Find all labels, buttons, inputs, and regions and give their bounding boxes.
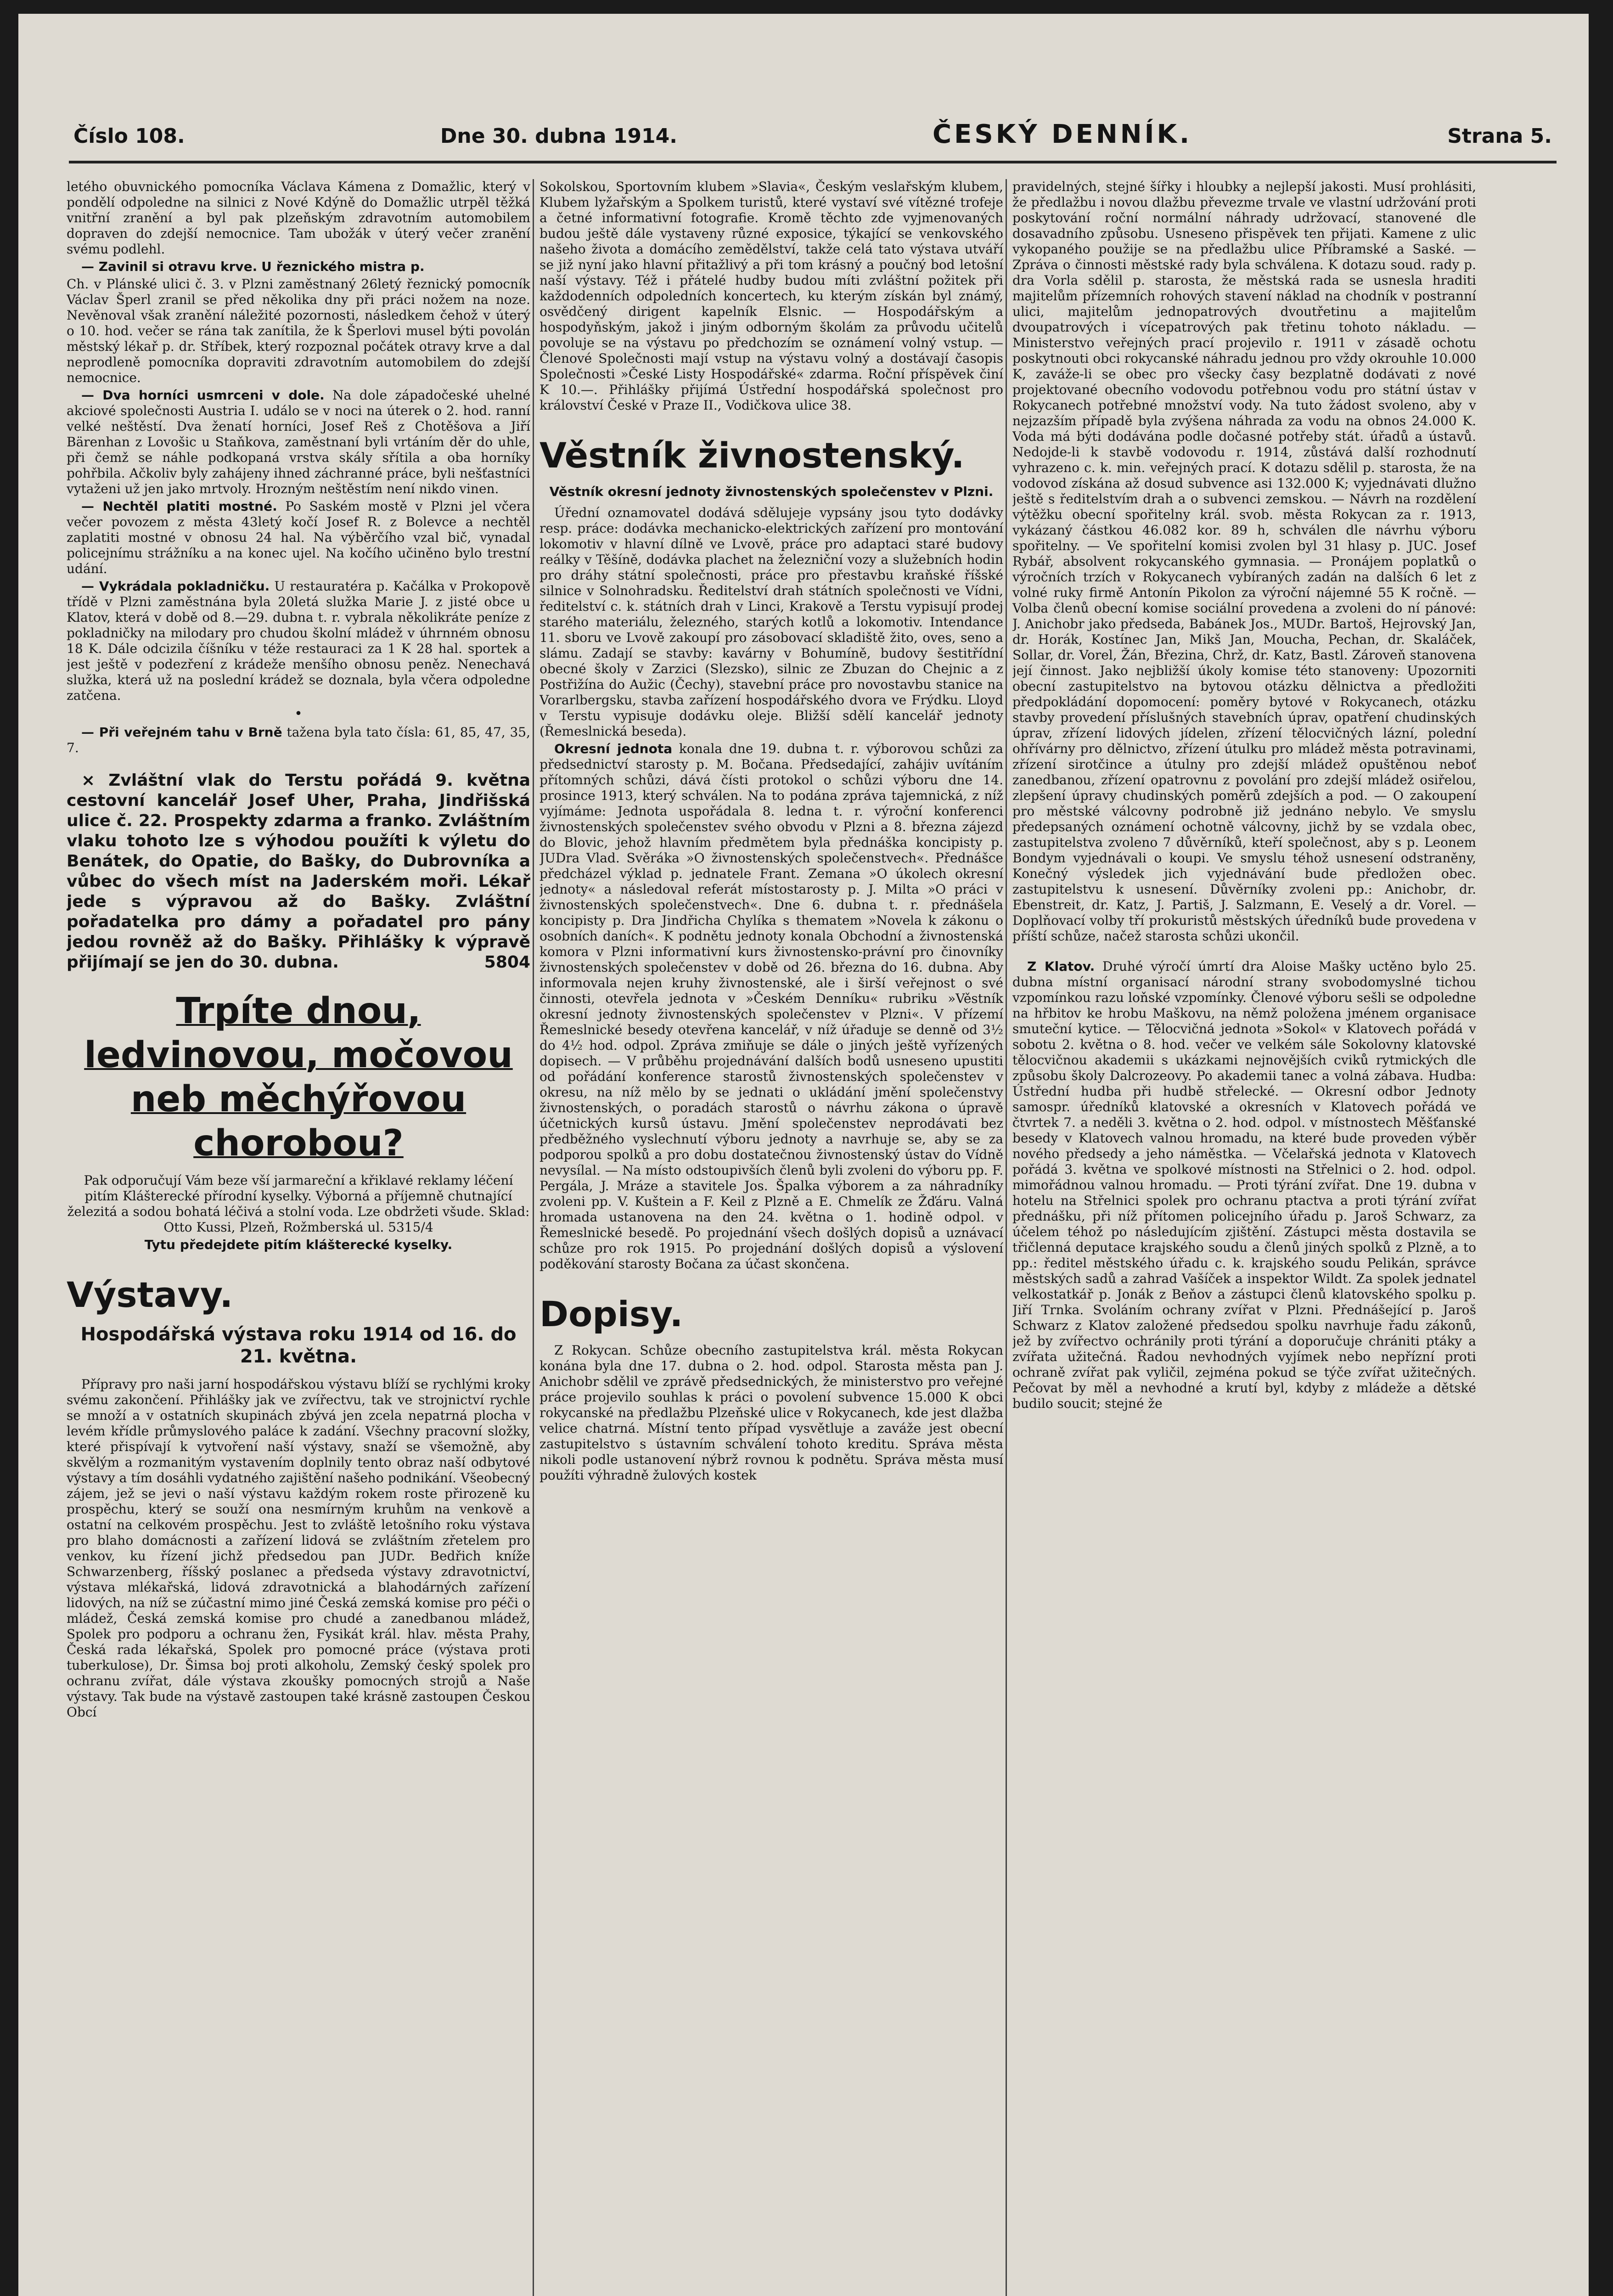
article-paragraph	[1012, 959, 1476, 1412]
article-text: letého obuvnického pomocníka Václava Kámena z Domažlic, který v pondělí odpoledne na silnici z Nové Kdýně do Domažlic utrpěl těžká vnitřní zranění a byl pak plzeňským zdravotním automobilem dopraven do zdejší nemocnice. Tam ubožák v úterý večer zranění svému podlehl.	[67, 179, 530, 257]
divider-star: •	[294, 706, 303, 722]
article-text: konala dne 19. dubna t. r. výborovou schůzi za předsednictví starosty p. M. Bočana. Předsedající, zahájiv uvítáním přítomných schůzi, dává čísti protokol o schůzi výboru dne 14. prosince 1913, který schválen. Na to podána zpráva tajemnická, z níž vyjímáme: Jednota uspořádala 8. ledna t. r. výroční konferenci živnostenských společenstev svého obvodu v Plzni a 8. března zájezd do Blovic, jehož hlavním předmětem byla přednáška koncipisty p. JUDra Vlad. Svěráka »O živnostenských společenstvech«. Přednášce předcházel výklad p. jednatele Frant. Zemana »O úkolech okresní jednoty« a následoval referát místostarosty p. J. Milta »O práci v živnostenských společenstvech«. Dne 6. dubna t. r. přednášela koncipisty p. Dra Jindřicha Chylíka s thematem »Novela k zákonu o osobních daních«. K podnětu jednoty konala Obchodní a živnostenská komora v Plzni informativní kurs živnostensko-právní pro činovníky živnostenských společenstev v době od 26. března do 16. dubna. Aby informovala nejen kruhy živnostenské, ale i širší veřejnost o své činnosti, otevřela jednota v »Českém Denníku« rubriku »Věstník okresní jednoty živnostenských společenstev v Plzni«. V přízemí Řemeslnické besedy otevřena kancelář, v níž úřaduje se denně od 3½ do 4½ hod. odpol. Zpráva zmiňuje se dále o jiných ještě vyřízených dopisech. — V průběhu projednávání dalších bodů usneseno upustiti od pořádání konference starostů živnostenských společenstev v okresu, na níž mělo by se jednati o ukládání jmění společenstvy živnostenských, o poradách starostů o návrhu zákona o úpravě účetnických kursů ústavu. Jmění společenstev neprodávati bez předběžného vyslechnutí výboru jednoty a navrhuje se, aby se za podporou spolků a pro dobu dostatečnou živnostenský ústav do Vídně nevysílal. — Na místo odstoupivších členů byli zvoleni do výboru pp. F. Pergála, J. Mráze a stavitele Jos. Špalka výborem a za náhradníky zvoleni pp. V. Kuštein a F. Keil z Plzně a E. Chmelík ze Žďáru. Valná hromada ustanovena na den 24. května o 1. hodině odpol. v Řemeslnické besedě. Po projednání všech došlých dopisů a uznávací schůze pro rok 1915. Po projednání došlých dopisů a výslovení poděkování starosty Bočana za účast skončena.	[540, 741, 1003, 1272]
article-text: Druhé výročí úmrtí dra Aloise Mašky uctěno bylo 25. dubna místní organisací národní strany svobodomyslné tichou vzpomínkou razu loňské vzpomínky. Členové výboru sešli se odpoledne na hřbitov ke hrobu Maškovu, na němž položena jménem organisace smuteční kytice. — Tělocvičná jednota »Sokol« v Klatovech pořádá v sobotu 2. května o 8. hod. večer ve velkém sále Sokolovny klatovské tělocvičnou akademii s ukázkami nejnovějších cviků rytmických dle způsobu školy Dalcrozeovy. Po akademii tanec a volná zábava. Hudba: Ústřední hudba při hudbě střelecké. — Okresní odbor Jednoty samospr. úředníků klatovské a okresních v Klatovech pořádá ve čtvrtek 7. a neděli 3. května o 2. hod. odpol. v místnostech Měšťanské besedy v Klatovech valnou hromadu, na které bude proveden výběr nového předsedy a jeho náměstka. — Včelařská jednota v Klatovech pořádá 3. května ve spolkové místnosti na Střelnici o 2. hod. odpol. mimořádnou valnou hromadu. — Proti týrání zvířat. Dne 19. dubna v hotelu na Střelnici spolek pro ochranu ptactva a proti týrání zvířat přednášku, při níž přítomen policejního úřadu p. Jaroš Schwarz, za účelem téhož po následujícím zjištění. Zástupci města dostavila se třičlenná deputace krajského soudu a členů jiných spolků z Plzně, a to pp.: ředitel městského úřadu c. k. krajského soudu Pelikán, správce městských sadů a zahrad Vašíček a inspektor Wildt. Za spolek jednatel velkostatkář p. Jonák z Beňov a zástupci členů klatovského spolku p. Jiří Trnka. Svoláním ochrany zvířat v Plzni. Přednášející p. Jaroš Schwarz z Klatov založené předsedou spolku navrhuje řadu zákonů, jež by zvířectvo ochránily proti týrání a doporučuje chrániti ptáky a zvířata užitečná. Řadou nevhodných vyjímek nebo nepřízní proti ochraně zvířat pak vyličil, zejména pokud se týče zvířat užitečných. Pečovat by měl a nevhodné a krutí byl, kdyby z mládeže a dětské budilo soucit; stejné že	[1012, 959, 1476, 1411]
article-text: Sokolskou, Sportovním klubem »Slavia«, Českým veslařským klubem, Klubem lyžařským a Spolkem turistů, které vystaví své vítězné trofeje a četné informativní fotografie. Kromě těchto zde vyjmenovaných budou ještě dále vystaveny různé exposice, týkající se venkovského našeho života a domácího zemědělství, takže celá tato výstava utváří se již nyní jako hlavní přitažlivý a při tom krásný a poučný bod letošní naší výstavy. Též i přátelé hudby budou míti zvláštní požitek při každodenních odpoledních koncertech, ku kterým získán byl známý, osvědčený dirigent kapelník Elsnic. — Hospodářským a hospodyňským, jakož i jiným odborným školám za průvodu učitelů povoluje se na výstavu po předchozím se oznámení volný vstup. — Členové Společnosti mají vstup na výstavu volný a dostávají časopis Společnosti »České Listy Hospodářské« zdarma. Roční příspěvek činí K 10.—. Přihlášky přijímá Ústřední hospodářská společnost pro království České v Praze II., Vodičkova ulice 38.	[540, 179, 1003, 413]
article-text: Přípravy pro naši jarní hospodářskou výstavu blíží se rychlými kroky svému zakončení. Přihlášky jak ve zvířectvu, tak ve strojnictví rychle se množí a v ostatních skupinách zbývá jen zcela nepatrná plocha v levém křídle průmyslového paláce k zadání. Všechny pracovní složky, které přispívají k vytvoření naší výstavy, snaží se všemožně, aby skvělým a rozmanitým vystavením doplnily tento obraz naší odbytové výstavy a tím dosáhli vydatného zajištění našeho podnikání. Všeobecný zájem, jež se jevi o naší výstavu každým rokem roste přirozeně ku prospěchu, který se souží ona nesmírným kruhům na venkově a ostatní na celkovém prospěchu. Jest to zvláště letošního roku výstava pro blaho domácnosti a zařízení lidová se zvláštním zřetelem pro venkov, ku řízení jichž předsedou pan JUDr. Bedřich kníže Schwarzenberg, říšský poslanec a předseda výstavy zdravotnictví, výstava mlékařská, lidová zdravotnická a blahodárných zařízení lidových, na níž se zúčastní mimo jiné Česká zemská komise pro péči o mládež, Česká zemská komise pro chudé a zanedbanou mládež, Spolek pro podporu a ochranu žen, Fysikát král. hlav. města Prahy, Česká rada lékařská, Spolek pro pomocné práce (výstava proti tuberkulose), Dr. Šimsa boj proti alkoholu, Zemský český spolek pro ochranu zvířat, dále výstava zkoušky pomocných strojů a Naše výstavy. Tak bude na výstavě zastoupen také krásně zastoupen Českou Obcí	[67, 1377, 530, 1720]
advertisement-text: Pak odporučují Vám beze vší jarmareční a křiklavé reklamy léčení pitím Klášterecké přírodní kyselky. Výborná a příjemně chutnající železitá a sodou bohatá léčivá a stolní voda. Lze obdržeti všude. Sklad: Otto Kussi, Plzeň, Rožmberská ul. 5315/4	[67, 1173, 530, 1235]
article-paragraph	[67, 579, 530, 703]
article-paragraph	[67, 725, 530, 756]
article-heading: — Dva horníci usmrceni v dole.	[81, 388, 325, 403]
article-heading: — Nechtěl platiti mostné.	[81, 499, 277, 514]
article-paragraph	[67, 259, 530, 275]
column-1	[67, 179, 530, 2296]
article-text: Úřední oznamovatel dodává sdělujeje vypsány jsou tyto dodávky resp. práce: dodávka mechanicko-elektrických zařízení pro montování lokomotiv v hlavní dílně ve Lvově, práce pro adaptaci staré budovy reálky v Těšíně, dodávka plachet na železniční vozy a služebních hodin pro dráhy státní společnosti, práce pro přestavbu kraňské říšské silnice v Solnohradsku. Ředitelství drah státních společnosti ve Vídni, ředitelství c. k. státních drah v Linci, Krakově a Terstu vypisují prodej starého materiálu, železného, starých kotlů a lokomotiv. Intendance 11. sboru ve Lvově zakoupí pro zásobovací skladiště žito, oves, seno a slámu. Zadají se stavby: kavárny v Bohumíně, budovy šestitřídní obecné školy v Zarzici (Slezsko), silnic ze Zbuzan do Chejnic a z Postřižína do Aužic (Čechy), stavební práce pro novostavbu stanice na Vorarlbergsku, stavba zařízení hospodářského dvora ve Frýdku. Lloyd v Terstu vypisuje dodávku oleje. Bližší sdělí kancelář jednoty (Řemeslnická beseda).	[540, 505, 1003, 739]
article-text: pravidelných, stejné šířky i hloubky a nejlepší jakosti. Musí prohlásiti, že předlažbu i novou dlažbu převezme trvale ve vlastní udržování proti poskytování roční normální náhrady udržovací, stanovené dle dosavadního způsobu. Usneseno přispěvek ten přijati. Kamene z ulic vykopaného použije se na předlažbu ulice Příbramské a Saské. — Zpráva o činnosti městské rady byla schválena. K dotazu soud. rady p. dra Vorla sdělil p. starosta, že městská rada se usnesla hraditi majitelům přízemních rohových stavení náklad na chodník v postranní ulici, majitelům jednopatrových dvoutřetinu a majitelům dvoupatrových i vícepatrových pak třetinu tohoto nákladu. — Ministerstvo veřejných prací projevilo r. 1911 v zásadě ochotu poskytnouti obci rokycanské náhradu jednou pro vždy okrouhle 10.000 K, zaváže-li se obec pro všecky časy bezplatně dodávati z nové projektované obecního vodovodu potřebnou vodu pro státní ústav v Rokycanech potřebné množství vody. Na tuto žádost svoleno, aby v nejzazším případě byla zvýšena náhrada za vodu na obnos 24.000 K. Voda má býti dodávána podle dočasné potřeby stát. úřadů a ústavů. Nedojde-li k stavbě vodovodu r. 1914, zůstává další rozhodnutí vyhrazeno c. k. min. veřejných prací. K dotazu sdělil p. starosta, že na vodovod získána až dosud subvence asi 132.000 K; vyjednávati dlužno ještě s ředitelstvím drah a o subvenci zemskou. — Návrh na rozdělení výtěžku obecní spořitelny král. svob. města Rokycan za r. 1913, vykázaný částkou 46.082 kor. 89 h, schválen dle návrhu výboru spořitelny. — Ve spořitelní komisi zvolen byl 31 hlasy p. JUC. Josef Rybář, absolvent rokycanského gymnasia. — Pronájem poplatků o výročních trzích v Rokycanech vybíraných zadán na dalších 6 let z volné ruky firmě Antonín Pikolon za výroční nájemné 55 K ročně. — Volba členů obecní komise sociální provedena a zvoleni do ní pánové: J. Anichobr jako předseda, Babánek Jos., MUDr. Bartoš, Hejrovský Jan, dr. Horák, Kostínec Jan, Mikš Jan, Moucha, Pechan, dr. Skaláček, Sollar, dr. Vorel, Žán, Březina, Chrž, dr. Katz, Bastl. Zároveň stanovena její činnost. Jako nejbližší úkoly komise této stanoveny: Upozorniti obecní zastupitelstvo na bytovou otázku dělnictva a předložiti předpokládání dopomocení: poměry bytové v Rokycanech, otázku stavby provedení příslušných stavebních úprav, opatření chudinských úprav, zřízení lidových jídelen, zřízení tělocvičných lázní, polední ohřívárny pro dělnictvo, zřízení útulku pro mládež města potravinami, zřízení sirotčince a útulny pro zdejší mládež opuštěnou neboť zanedbanou, zřízení opatrovnu z povolání pro zdejší mládež osiřelou, zlepšení úpravy chudinských poměrů zdejších a pod. — O zakoupení pro městské válcovny podrobně již jednáno nebylo. Ve smyslu předepsaných oznámení ochotně válcovny, jichž by se vzdala obec, zastupitelstva zvoleno 7 důvěrníků, kteří společnost, aby s p. Leonem Bondym vyjednávali o koupi. Ve smyslu téhož usnesení odstraněny, Konečný výsledek jich vyjednávání bude předložen obec. zastupitelstvu k usnesení. Důvěrníky zvoleni pp.: Anichobr, dr. Ebenstreit, dr. Katz, J. Partiš, J. Salzmann, E. Veselý a dr. Vorel. — Doplňovací volby tří prokuristů městských úředníků bude provedena v příští schůze, načež starosta schůzi ukončil.	[1012, 179, 1476, 944]
issue-date: Dne 30. dubna 1914.	[440, 124, 677, 148]
travel-notice	[67, 771, 530, 973]
article-title: Hospodářská výstava roku 1914 od 16. do 21. května.	[80, 1324, 517, 1367]
column-divider	[1006, 179, 1007, 2296]
page-number: Strana 5.	[1447, 124, 1552, 148]
article-heading: Z Klatov.	[1027, 959, 1095, 974]
section-heading: Dopisy.	[540, 1294, 683, 1334]
column-divider	[533, 179, 534, 2296]
article-paragraph	[67, 388, 530, 497]
article-heading-cont: U řeznického mistra p.	[261, 259, 425, 274]
advertisement-headline: Trpíte dnou, ledvinovou, močovou neb měchýřovou chorobou?	[84, 990, 513, 1164]
section-heading: Výstavy.	[67, 1274, 233, 1315]
article-text: Z Rokycan. Schůze obecního zastupitelstva král. města Rokycan konána byla dne 17. dubna o 2. hod. odpol. Starosta města pan J. Anichobr sdělil ve zprávě předsednických, že ministerstvo pro veřejné práce projevilo souhlas k práci o povolení subvence 15.000 K obci rokycanské na předlažbu Plzeňské ulice v Rokycanech, kde jest dlažba velice chatrná. Místní tento případ vysvětluje a zaváže jest obecní zastupitelstvo s ústavním schválení tohoto kreditu. Správa města nikoli podle ustanovení nýbrž rovnou k podnětu. Správa města musí použíti výhradně žulových kostek	[540, 1343, 1003, 1483]
column-2	[540, 179, 1003, 2296]
newspaper-title: ČESKÝ DENNÍK.	[933, 119, 1192, 149]
article-text: U restauratéra p. Kačálka v Prokopově třídě v Plzni zaměstnána byla 20letá služka Marie J. z jisté obce u Klatov, která v době od 8.—29. dubna t. r. vybrala několikráte peníze z pokladničky na milodary pro chudou školní mládež v úhrnném obnosu 18 K. Dále odcizila číšníku v téže restauraci za 1 K 28 hal. sportek a jest ještě v podezření z krádeže menšího obnosu peněz. Nenechavá služka, která už na poslední krádež se doznala, byla včera odpoledne zatčena.	[67, 579, 530, 703]
header-rule	[69, 161, 1557, 163]
section-heading: Věstník živnostenský.	[540, 435, 965, 476]
article-heading: Okresní jednota	[554, 741, 673, 756]
advertisement-tagline: Tytu předejdete pitím klášterecké kyselky.	[144, 1237, 453, 1252]
column-3	[1012, 179, 1476, 2296]
article-heading: — Zavinil si otravu krve.	[81, 259, 258, 274]
article-text: tažena byla tato čísla: 61, 85, 47, 35, 7.	[67, 725, 530, 755]
article-heading: — Při veřejném tahu v Brně	[81, 725, 282, 740]
article-paragraph	[67, 499, 530, 577]
article-paragraph	[540, 741, 1003, 1272]
newspaper-page	[18, 14, 1589, 2296]
issue-number: Číslo 108.	[73, 124, 185, 148]
article-text: Po Saském mostě v Plzni jel včera večer povozem z města 43letý kočí Josef R. z Bolevce a nechtěl zaplatiti mostné v obnosu 24 hal. Na výběrčího vzal bič, vynadal policejnímu strážníku a na konec ujel. Na kočího učiněno bylo trestní udání.	[67, 499, 530, 576]
masthead	[73, 119, 1552, 161]
travel-notice-text: × Zvláštní vlak do Terstu pořádá 9. května cestovní kancelář Josef Uher, Praha, Jindřišská ulice č. 22. Prospekty zdarma a franko. Zvláštním vlaku tohoto lze s výhodou použíti k výletu do Benátek, do Opatie, do Bašky, do Dubrovníka a vůbec do všech míst na Jaderském moři. Lékař jede s výpravou až do Bašky. Zvláštní pořadatelka pro dámy a pořadatel pro pány jedou rovněž až do Bašky. Přihlášky k výpravě přijímají se jen do 30. dubna.	[67, 771, 530, 972]
article-text: Na dole západočeské uhelné akciové společnosti Austria I. událo se v noci na úterek o 2. hod. ranní velké neštěstí. Dva ženatí horníci, Josef Reš z Chotěšova a Jiří Bärenhan z Lovošic u Staňkova, zaměstnaní byli vrtáním děr do uhle, při čemž se náhle podkopaná vrstva skály sřítila a oba horníky pohřbila. Ačkoliv byly zahájeny ihned záchranné práce, byli nešťastníci vytaženi už jen jako mrtvoly. Hrozným neštěstím není nikdo vinen.	[67, 388, 530, 496]
article-heading: — Vykrádala pokladničku.	[81, 579, 270, 594]
notice-number: 5804	[484, 953, 530, 972]
article-text: Ch. v Plánské ulici č. 3. v Plzni zaměstnaný 26letý řeznický pomocník Václav Šperl zranil se před několika dny při práci nožem na noze. Nevěnoval však zranění náležité pozornosti, následkem čehož v úterý o 10. hod. večer se rána tak zanítila, že k Šperlovi musel býti povolán městský lékař p. dr. Stříbek, který rozpoznal počátek otravy krve a dal neprodleně pomocníka dopraviti zdravotním automobilem do zdejší nemocnice.	[67, 276, 530, 385]
subsection-heading: Věstník okresní jednoty živnostenských společenstev v Plzni.	[549, 484, 994, 499]
